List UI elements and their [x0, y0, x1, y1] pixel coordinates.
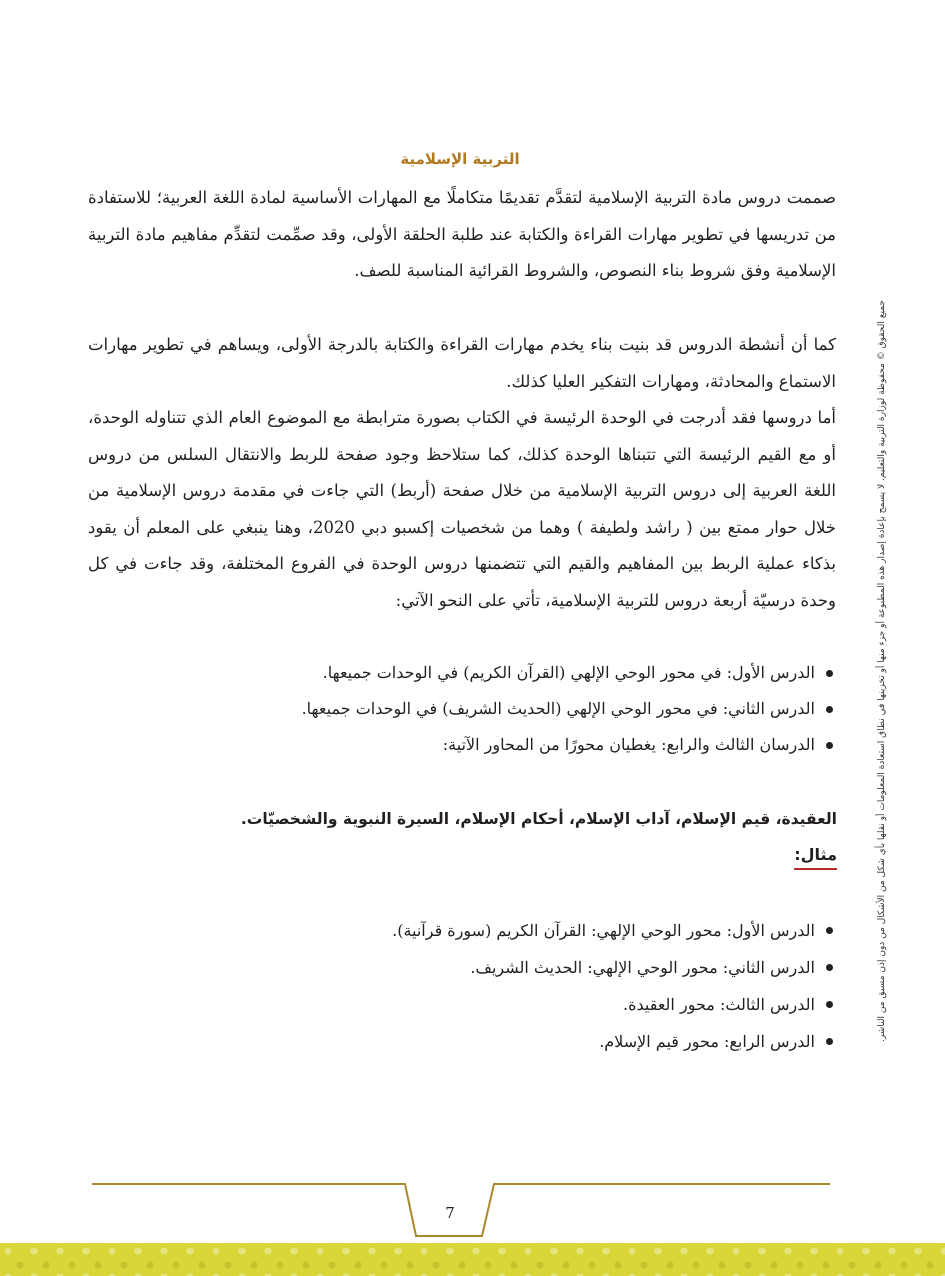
page-number: 7	[445, 1204, 455, 1222]
intro-paragraph: صممت دروس مادة التربية الإسلامية لتقدَّم تقديمًا متكاملًا مع المهارات الأساسية لمادة اللغة العربية؛ للاستفادة من تدريسها في تطوير مهارات القراءة والكتابة عند طلبة الحلقة الأولى، وقد صمِّمت لتقدِّم مفاهيم مادة التربية الإسلامية وفق شروط بناء النصوص، والشروط القرائية المناسبة للصف.	[88, 188, 836, 280]
list-item: الدرس الرابع: محور قيم الإسلام.	[392, 1023, 837, 1060]
list-item: الدرس الأول: محور الوحي الإلهي: القرآن الكريم (سورة قرآنية).	[392, 912, 837, 949]
topics-line: العقيدة، قيم الإسلام، آداب الإسلام، أحكام الإسلام، السيرة النبوية والشخصيّات.	[240, 810, 837, 828]
copyright-text: جميع الحقوق © محفوظة لوزارة التربية والتعليم. لا يسمح بإعادة إصدار هذه المطبوعة أو جزء منها أو تخزينها في نطاق استعادة المعلومات أو نقلها بأي شكل من الأشكال من دون إذن مسبق من الناشر.	[877, 300, 887, 1043]
list-item: الدرس الثاني: في محور الوحي الإلهي (الحديث الشريف) في الوحدات جميعها.	[302, 691, 837, 727]
example-lessons-list	[392, 912, 837, 1060]
lessons-paragraph: أما دروسها فقد أدرجت في الوحدة الرئيسة في الكتاب بصورة مترابطة مع الموضوع العام الذي تتناوله الوحدة، أو مع القيم الرئيسة التي تتبناها الوحدة كذلك، كما ستلاحظ وجود صفحة للربط والانتقال السلس من دروس اللغة العربية إلى دروس التربية الإسلامية من خلال صفحة (أربط) التي جاءت في مقدمة دروس الإسلامية من خلال حوار ممتع بين ( راشد ولطيفة ) وهما من شخصيات إكسبو دبي 2020، وهنا ينبغي على المعلم أن يقود بذكاء عملية الربط بين المفاهيم والقيم التي تتضمنها دروس الوحدة في الفروع المختلفة، وقد جاءت في كل وحدة درسيّة أربعة دروس للتربية الإسلامية، تأتي على النحو الآتي:	[88, 408, 836, 610]
list-item: الدرسان الثالث والرابع: يغطيان محورًا من المحاور الآتية:	[302, 727, 837, 763]
list-item: الدرس الثالث: محور العقيدة.	[392, 986, 837, 1023]
page-title: التربية الإسلامية	[400, 150, 520, 168]
list-item: الدرس الأول: في محور الوحي الإلهي (القرآن الكريم) في الوحدات جميعها.	[302, 655, 837, 691]
list-item: الدرس الثاني: محور الوحي الإلهي: الحديث الشريف.	[392, 949, 837, 986]
decorative-band	[0, 1243, 945, 1276]
lessons-list	[302, 655, 837, 763]
activities-paragraph: كما أن أنشطة الدروس قد بنيت بناء يخدم مهارات القراءة والكتابة بالدرجة الأولى، ويساهم في تطوير مهارات الاستماع والمحادثة، ومهارات التفكير العليا كذلك.	[88, 335, 836, 391]
copyright-note	[862, 300, 902, 1043]
example-heading: مثال:	[794, 845, 837, 870]
